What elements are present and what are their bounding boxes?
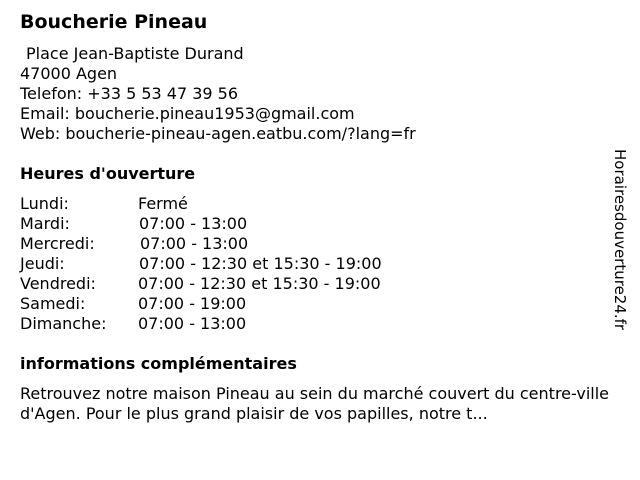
additional-info-heading: informations complémentaires [20,354,297,373]
website-url: Web: boucherie-pineau-agen.eatbu.com/?lang=fr [20,124,416,143]
hours-value: 07:00 - 12:30 et 15:30 - 19:00 [138,274,381,293]
hours-value: 07:00 - 13:00 [140,234,249,253]
day-label: Jeudi: [20,254,65,273]
address-line-2: 47000 Agen [20,64,118,83]
hours-value: Fermé [138,194,188,213]
hours-value: 07:00 - 19:00 [138,294,247,313]
watermark-text: Horairesdouverture24.fr [611,149,629,331]
watermark [602,136,638,344]
opening-hours-heading: Heures d'ouverture [20,164,196,183]
additional-info-text: Retrouvez notre maison Pineau au sein du marché couvert du centre-ville d'Agen. Pour le plus grand plaisir de vos papilles, notre t... [20,384,609,423]
phone-number: Telefon: +33 5 53 47 39 56 [20,84,239,103]
day-label: Lundi: [20,194,69,213]
hours-value: 07:00 - 13:00 [139,214,248,233]
day-label: Samedi: [20,294,86,313]
day-label: Mercredi: [20,234,95,253]
email-address: Email: boucherie.pineau1953@gmail.com [20,104,355,123]
day-label: Mardi: [20,214,70,233]
address-line-1: Place Jean-Baptiste Durand [26,44,244,63]
business-name: Boucherie Pineau [20,11,208,33]
hours-value: 07:00 - 12:30 et 15:30 - 19:00 [139,254,382,273]
hours-value: 07:00 - 13:00 [138,314,247,333]
contact-block [20,44,416,144]
day-label: Vendredi: [20,274,96,293]
day-label: Dimanche: [20,314,107,333]
